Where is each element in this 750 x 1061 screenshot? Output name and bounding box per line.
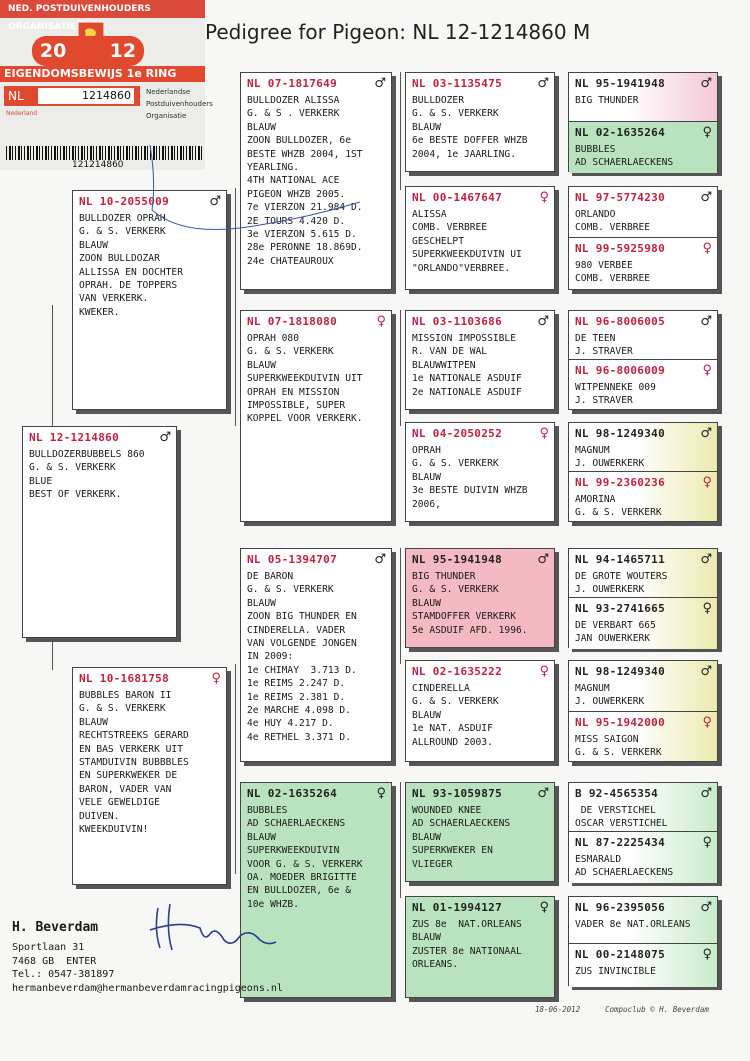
pedigree-box-g3: NL 96-8006005 ♂ DE TEEN J. STRAVER NL 96-8006009 ♀ WITPENNEKE 009 J. STRAVER [568, 310, 718, 410]
year-left: 20 [39, 40, 67, 62]
connector-ds-vertical [400, 548, 401, 664]
pedigree-box-g7: B 92-4565354 ♂ DE VERSTICHEL OSCAR VERSTICHEL NL 87-2225434 ♀ ESMARALD AD SCHAERLAECKENS [568, 782, 718, 882]
owner-name: H. Beverdam [12, 920, 99, 935]
pedigree-box-sss: NL 03-1135475 ♂ BULLDOZER G. & S. VERKERK BLAUW 6e BESTE DOFFER WHZB 2004, 1e JAARLING. [405, 72, 555, 172]
pedigree-box-sire-sire: NL 07-1817649 ♂ BULLDOZER ALISSA G. & S . VERKERK BLAUW ZOON BULLDOZER, 6e BESTE WHZB 2004, 1ST YEARLING. 4TH NATIONAL ACE PIGEON WHZB 2005. 7e VIERZON 21.984 D. 2E TOURS 4.420 D. 3e VIERZON 5.615 D. 28e PERONNE 18.869D. 24e CHATEAUROUX [240, 72, 392, 290]
ring-year-badge [32, 36, 144, 66]
pedigree-box-g2: NL 97-5774230 ♂ ORLANDO COMB. VERBREE NL 99-5925980 ♀ 980 VERBEE COMB. VERBREE [568, 186, 718, 290]
year-right: 12 [109, 40, 137, 62]
pedigree-box-g6: NL 98-1249340 ♂ MAGNUM J. OUWERKERK NL 95-1942000 ♀ MISS SAIGON G. & S. VERKERK [568, 660, 718, 762]
pedigree-box-sdd: NL 04-2050252 ♀ OPRAH G. & S. VERKERK BLAUW 3e BESTE DUIVIN WHZB 2006, [405, 422, 555, 522]
footer-credit: Compuclub © H. Beverdam [605, 1005, 709, 1014]
pedigree-box-g4: NL 98-1249340 ♂ MAGNUM J. OUWERKERK NL 99-2360236 ♀ AMORINA G. & S. VERKERK [568, 422, 718, 522]
pedigree-box-sire-dam: NL 07-1818080 ♀ OPRAH 080 G. & S. VERKERK BLAUW SUPERKWEEKDUIVIN UIT OPRAH EN MISSION IMPOSSIBLE, SUPER KOPPEL VOOR VERKERK. [240, 310, 392, 522]
owner-phone: Tel.: 0547-381897 [12, 969, 115, 980]
ring-country: NL [8, 89, 24, 103]
pedigree-box-dds: NL 93-1059875 ♂ WOUNDED KNEE AD SCHAERLAECKENS BLAUW SUPERKWEKER EN VLIEGER [405, 782, 555, 882]
pedigree-box-dam: NL 10-1681758 ♀ BUBBLES BARON II G. & S. VERKERK BLAUW RECHTSTREEKS GERARD EN BAS VERKERK UIT STAMDUIVIN BUBBBLES EN SUPERKWEKER DE BARON, VADER VAN VELE GEWELDIGE DUIVEN. KWEEKDUIVIN! [72, 667, 227, 885]
footer-date: 18-06-2012 [535, 1005, 581, 1014]
ring-card-small-text: Nederland [6, 110, 38, 117]
connector-dam-vertical [235, 664, 236, 874]
pedigree-box-dss: NL 95-1941948 ♂ BIG THUNDER G. & S. VERKERK BLAUW STAMDOFFER VERKERK 5e ASDUIF AFD. 1996. [405, 548, 555, 648]
organisation-name: NED. POSTDUIVENHOUDERS ORGANISATIE [0, 0, 205, 18]
ring-number: 1214860 [38, 88, 134, 104]
pedigree-box-dsd: NL 02-1635222 ♀ CINDERELLA G. & S. VERKERK BLAUW 1e NAT. ASDUIF ALLROUND 2003. [405, 660, 555, 762]
pedigree-box-sds: NL 03-1103686 ♂ MISSION IMPOSSIBLE R. VAN DE WAL BLAUWWITPEN 1e NATIONALE ASDUIF 2e NATIONALE ASDUIF [405, 310, 555, 410]
pedigree-box-g5: NL 94-1465711 ♂ DE GROTE WOUTERS J. OUWERKERK NL 93-2741665 ♀ DE VERBART 665 JAN OUWERKERK [568, 548, 718, 648]
owner-info [12, 920, 283, 995]
ring-certificate-label: EIGENDOMSBEWIJS 1e RING [0, 66, 205, 82]
page-title: Pedigree for Pigeon: NL 12-1214860 M [205, 20, 591, 44]
pedigree-box-ssd: NL 00-1467647 ♀ ALISSA COMB. VERBREE GESCHELPT SUPERKWEEKDUIVIN UI "ORLANDO"VERBREE. [405, 186, 555, 290]
connector-sd-vertical [400, 310, 401, 426]
barcode-number: 121214860 [72, 160, 124, 170]
owner-address: Sportlaan 31 [12, 942, 85, 953]
organisation-letters: Nederlandse Postduivenhouders Organisatie [146, 88, 213, 120]
owner-postcode: 7468 GB ENTER [12, 955, 97, 967]
pedigree-box-g1: NL 95-1941948 ♂ BIG THUNDER NL 02-1635264 ♀ BUBBLES AD SCHAERLAECKENS [568, 72, 718, 172]
ring-number-field [4, 86, 140, 106]
pigeon-details: BULLDOZERBUBBELS 860 G. & S. VERKERK BLUE BEST OF VERKERK. [29, 449, 145, 501]
pedigree-box-g8: NL 96-2395056 ♂ VADER 8e NAT.ORLEANS NL 00-2148075 ♀ ZUS INVINCIBLE [568, 896, 718, 986]
pen-mark-icon [120, 140, 380, 260]
pedigree-box-dam-dam: NL 02-1635264 ♀ BUBBLES AD SCHAERLAECKENS BLAUW SUPERKWEEKDUIVIN VOOR G. & S. VERKERK OA. MOEDER BRIGITTE EN BULLDOZER, 6e & 10e WHZB. [240, 782, 392, 998]
pedigree-box-dam-sire: NL 05-1394707 ♂ DE BARON G. & S. VERKERK BLAUW ZOON BIG THUNDER EN CINDERELLA. VADER VAN VOLGENDE JONGEN IN 2009: 1e CHIMAY 3.713 D. 1e REIMS 2.247 D. 1e REIMS 2.381 D. 2e MARCHE 4.098 D. 4e HUY 4.217 D. 4e RETHEL 3.371 D. [240, 548, 392, 762]
connector-ss-vertical [400, 72, 401, 190]
pedigree-box-ddd: NL 01-1994127 ♀ ZUS 8e NAT.ORLEANS BLAUW ZUSTER 8e NATIONAAL ORLEANS. [405, 896, 555, 998]
pedigree-box-sire: NL 10-2055009 ♂ BULLDOZER OPRAH G. & S. VERKERK BLAUW ZOON BULLDOZAR ALLISSA EN DOCHTER OPRAH. DE TOPPERS VAN VERKERK. KWEKER. [72, 190, 227, 410]
connector-dd-vertical [400, 782, 401, 898]
pedigree-box-pigeon: NL 12-1214860 ♂ BULLDOZERBUBBELS 860 G. & S. VERKERK BLUE BEST OF VERKERK. [22, 426, 177, 638]
owner-email[interactable]: hermanbeverdam@hermanbeverdamracingpigeons.nl [12, 982, 283, 994]
